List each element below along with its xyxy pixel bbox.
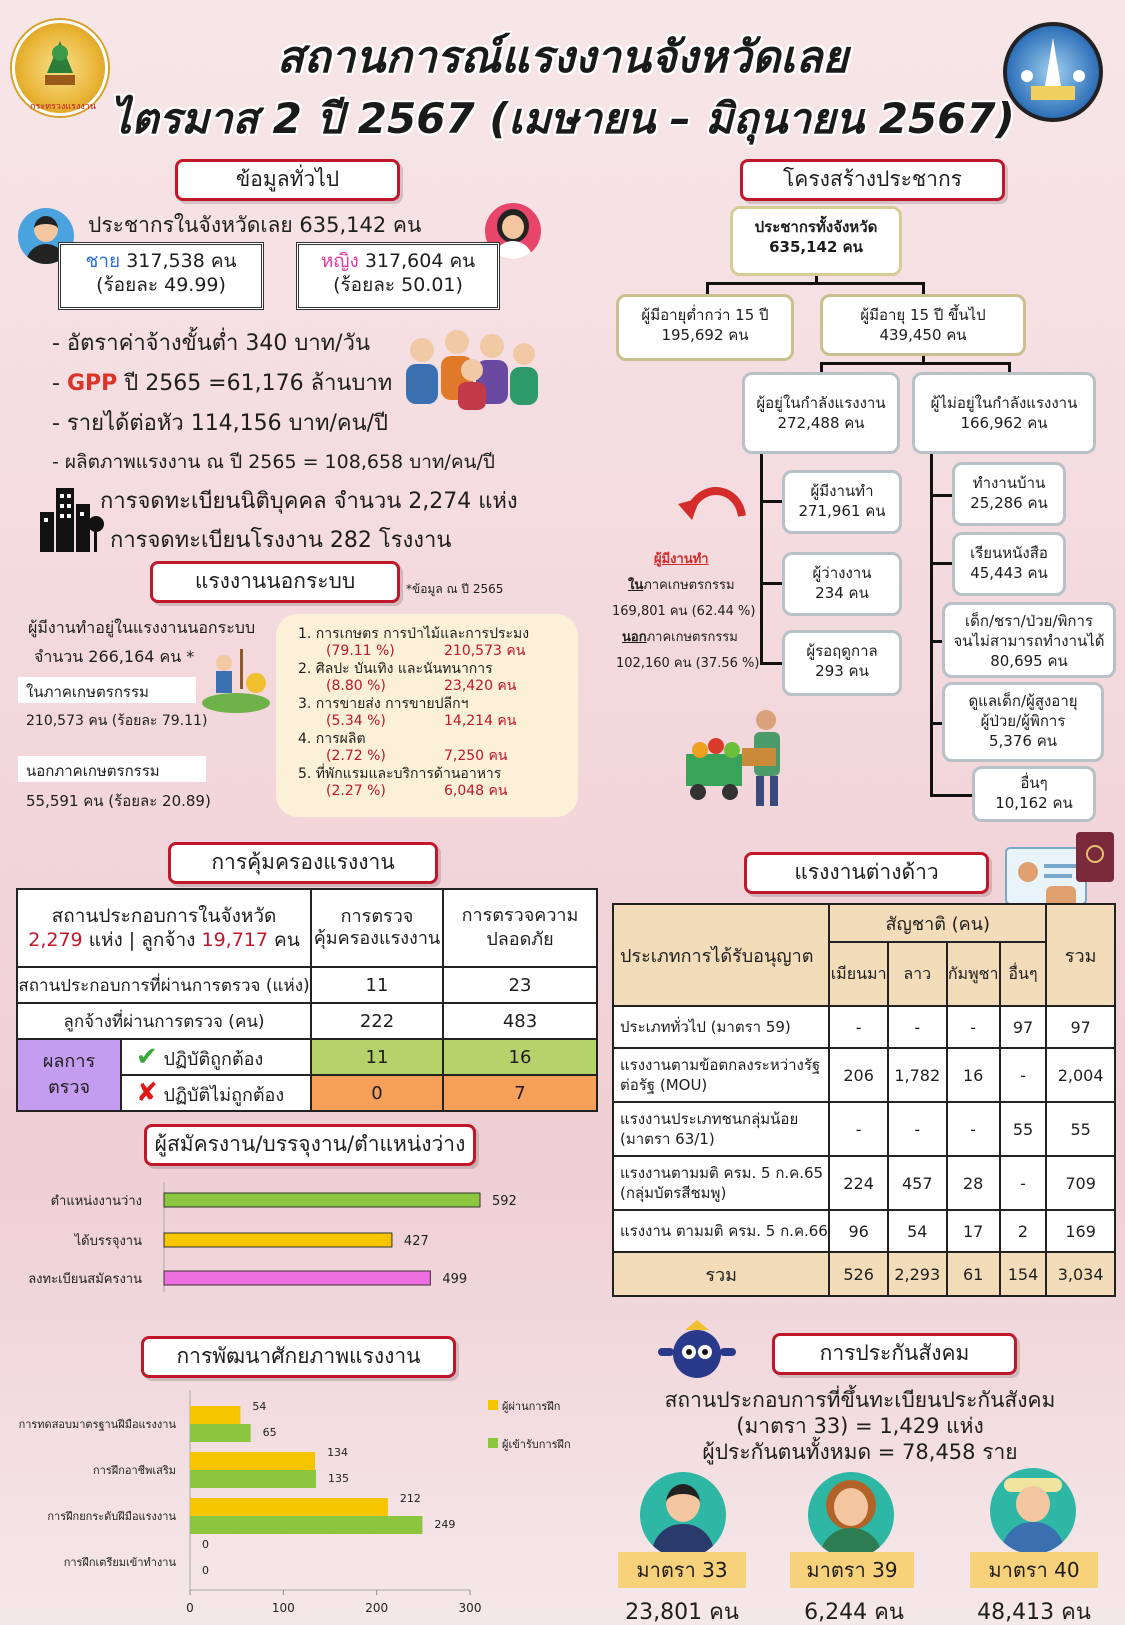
training-value-label: 0 [202, 1538, 209, 1551]
foreign-row-label: แรงงานตามมติ ครม. 5 ก.ค.65 (กลุ่มบัตรสีชมพู) [613, 1156, 829, 1210]
male-count: 317,538 คน [120, 250, 237, 272]
training-x-tick-label: 0 [186, 1601, 194, 1615]
jobs-bar-chart [0, 1170, 590, 1300]
training-bar [190, 1424, 251, 1442]
industry-value: 210,573 คน [444, 643, 526, 659]
industry-item [298, 661, 578, 695]
protection-header-t2: คน [267, 929, 300, 951]
industry-item [298, 696, 578, 730]
foreign-row [613, 1102, 1115, 1156]
foreign-total-cell: 154 [1000, 1252, 1046, 1296]
industry-value: 23,420 คน [444, 678, 517, 694]
industry-pct: (2.72 %) [326, 748, 386, 764]
noncompliant-label: ปฏิบัติไม่ถูกต้อง [163, 1084, 285, 1106]
foreign-row [613, 1156, 1115, 1210]
curved-arrow-icon [672, 482, 746, 532]
protection-heading: การคุ้มครองแรงงาน [168, 842, 438, 884]
industry-pct: (2.27 %) [326, 783, 386, 799]
row-employees-v2: 483 [443, 1003, 597, 1039]
foreign-cell: 28 [947, 1156, 1000, 1210]
training-category-label: การฝึกอาชีพเสริม [93, 1464, 176, 1477]
jobs-value-label: 499 [442, 1272, 468, 1287]
result-label: ผลการตรวจ [17, 1039, 121, 1111]
section33-label: มาตรา 33 [618, 1552, 746, 1588]
foreign-cell: 206 [829, 1048, 888, 1102]
inlf-value: 272,488 คน [777, 414, 865, 432]
vendor-illustration [680, 700, 800, 810]
foreign-cell: 2 [1000, 1210, 1046, 1252]
training-bar [190, 1470, 316, 1488]
general-info-heading: ข้อมูลทั่วไป [175, 159, 400, 201]
outlf-value: 166,962 คน [960, 414, 1048, 432]
informal-total-line1: ผู้มีงานทำอยู่ในแรงงานนอกระบบ [28, 618, 256, 637]
col-nationality: สัญชาติ (คน) [829, 904, 1046, 942]
female-count: 317,604 คน [358, 250, 476, 272]
informal-industry-list [298, 626, 578, 800]
seasonal-label: ผู้รอฤดูกาล [806, 642, 878, 660]
care-label1: ดูแลเด็ก/ผู้สูงอายุ [968, 692, 1078, 710]
female-pct: (ร้อยละ 50.01) [333, 274, 463, 296]
ministry-logo-text: กระทรวงแรงงาน [30, 102, 96, 112]
protection-header-l1: สถานประกอบการในจังหวัด [51, 905, 277, 927]
foreign-row-label: ประเภททั่วไป (มาตรา 59) [613, 1006, 829, 1048]
section39-avatar-icon [808, 1472, 894, 1558]
jobs-value-label: 592 [492, 1194, 517, 1209]
training-legend-swatch [488, 1438, 498, 1448]
male-pct: (ร้อยละ 49.99) [96, 274, 226, 296]
buildings-icon [36, 484, 106, 554]
foreign-cell: 97 [1000, 1006, 1046, 1048]
training-legend-label: ผู้ผ่านการฝึก [502, 1400, 561, 1413]
foreign-cell: - [888, 1102, 947, 1156]
side-employed-title: ผู้มีงานทำ [654, 552, 709, 567]
foreign-cell: - [829, 1006, 888, 1048]
node-over15 [820, 294, 1026, 356]
establishments-count: 2,279 [28, 929, 83, 951]
housework-value: 25,286 คน [970, 494, 1048, 512]
foreign-cell: - [947, 1006, 1000, 1048]
section39-label: มาตรา 39 [790, 1552, 914, 1588]
side-in-prefix: ใน [628, 578, 644, 593]
col-safety-inspection: การตรวจความปลอดภัย [443, 889, 597, 967]
care-value: 5,376 คน [989, 732, 1057, 750]
social-line2: (มาตรา 33) = 1,429 แห่ง [736, 1414, 984, 1438]
gpp-rest: ปี 2565 =61,176 ล้านบาท [117, 371, 393, 396]
productivity-text: - ผลิตภาพแรงงาน ณ ปี 2565 = 108,658 บาท/คน/ปี [52, 451, 495, 473]
side-in-suffix: ภาคเกษตรกรรม [643, 578, 735, 593]
root-label: ประชากรทั้งจังหวัด [754, 218, 878, 236]
mascot-icon [652, 1318, 742, 1388]
training-bar-chart [0, 1390, 590, 1620]
employees-count: 19,717 [201, 929, 268, 951]
training-value-label: 249 [434, 1518, 456, 1531]
col-total: รวม [1046, 904, 1115, 1006]
training-bar [190, 1498, 388, 1516]
foreign-total-cell: 2,293 [888, 1252, 947, 1296]
industry-pct: (79.11 %) [326, 643, 395, 659]
section40-avatar-icon [990, 1468, 1076, 1554]
informal-note: *ข้อมูล ณ ปี 2565 [406, 582, 504, 596]
node-unable [942, 602, 1116, 678]
informal-agri-label: ในภาคเกษตรกรรม [18, 677, 196, 703]
study-value: 45,443 คน [970, 564, 1048, 582]
connector [760, 662, 784, 665]
industry-stats [298, 678, 578, 695]
employed-value: 271,961 คน [798, 502, 886, 520]
connector [706, 282, 924, 285]
noncompliant-cell [121, 1075, 311, 1111]
social-line1: สถานประกอบการที่ขึ้นทะเบียนประกันสังคม [664, 1388, 1056, 1412]
node-other [972, 766, 1096, 822]
check-icon: ✔ [136, 1041, 158, 1072]
foreign-cell: 96 [829, 1210, 888, 1252]
compliant-cell [121, 1039, 311, 1075]
foreign-cell: 97 [1046, 1006, 1115, 1048]
side-out-suffix: ภาคเกษตรกรรม [646, 630, 738, 645]
industry-label: 2. ศิลปะ บันเทิง และนันทนาการ [298, 661, 493, 677]
foreign-cell: 16 [947, 1048, 1000, 1102]
structure-heading: โครงสร้างประชากร [740, 159, 1005, 201]
industry-label: 4. การผลิต [298, 731, 366, 747]
other-label: อื่นๆ [1020, 774, 1048, 792]
informal-industry-panel [276, 614, 578, 817]
foreign-row-label: แรงงาน ตามมติ ครม. 5 ก.ค.66 [613, 1210, 829, 1252]
foreign-cell: - [829, 1102, 888, 1156]
section33-avatar-icon [640, 1472, 726, 1558]
col-nat-3: อื่นๆ [1000, 942, 1046, 1006]
foreign-cell: 169 [1046, 1210, 1115, 1252]
foreign-cell: 457 [888, 1156, 947, 1210]
industry-label: 1. การเกษตร การป่าไม้และการประมง [298, 626, 530, 642]
foreign-total-cell: 3,034 [1046, 1252, 1115, 1296]
industry-stats [298, 748, 578, 765]
gpp-prefix: - [52, 371, 67, 396]
over15-value: 439,450 คน [879, 326, 967, 344]
under15-value: 195,692 คน [661, 326, 749, 344]
col-nat-2: กัมพูชา [947, 942, 1000, 1006]
col-nat-0: เมียนมา [829, 942, 888, 1006]
gpp-text [52, 365, 392, 400]
gpp-word: GPP [66, 371, 118, 396]
connector [760, 454, 763, 664]
male-box [58, 242, 264, 310]
industry-label: 3. การขายส่ง การขายปลีกฯ [298, 696, 469, 712]
social-heading: การประกันสังคม [772, 1333, 1017, 1375]
side-out-agri-value: 102,160 คน (37.56 %) [616, 656, 760, 671]
side-out-agri [622, 626, 738, 647]
connector [930, 454, 933, 796]
node-root [730, 206, 902, 276]
training-legend-swatch [488, 1400, 498, 1410]
jobs-category-label: ลงทะเบียนสมัครงาน [28, 1272, 142, 1287]
foreign-table [612, 903, 1116, 1297]
foreign-cell: 224 [829, 1156, 888, 1210]
side-in-agri-value: 169,801 คน (62.44 %) [612, 604, 756, 619]
factory-text: การจดทะเบียนโรงงาน 282 โรงงาน [110, 528, 452, 553]
foreign-cell: 54 [888, 1210, 947, 1252]
female-box [296, 242, 500, 310]
training-category-label: การฝึกยกระดับฝีมือแรงงาน [47, 1510, 176, 1523]
industry-stats [298, 643, 578, 660]
training-value-label: 134 [327, 1446, 349, 1459]
male-word: ชาย [85, 250, 121, 272]
female-word: หญิง [320, 250, 359, 272]
root-value: 635,142 คน [769, 238, 863, 256]
node-employed [782, 470, 902, 534]
training-category-label: การฝึกเตรียมเข้าทำงาน [63, 1556, 176, 1569]
training-value-label: 65 [262, 1426, 277, 1439]
training-x-tick-label: 200 [365, 1601, 389, 1615]
jobs-heading: ผู้สมัครงาน/บรรจุงาน/ตำแหน่งว่าง [144, 1124, 476, 1166]
income-text: - รายได้ต่อหัว 114,156 บาท/คน/ปี [52, 411, 389, 436]
foreign-cell: 55 [1046, 1102, 1115, 1156]
under15-label: ผู้มีอายุต่ำกว่า 15 ปี [641, 306, 769, 324]
foreign-total-cell: 61 [947, 1252, 1000, 1296]
compliant-label: ปฏิบัติถูกต้อง [163, 1048, 264, 1070]
section40-value: 48,413 คน [977, 1600, 1091, 1625]
industry-item [298, 766, 578, 800]
node-housework [952, 462, 1066, 526]
noncompliant-v2: 7 [443, 1075, 597, 1111]
industry-label: 5. ที่พักแรมและบริการด้านอาหาร [298, 766, 502, 782]
jobs-category-label: ตำแหน่งงานว่าง [50, 1194, 142, 1209]
industry-stats [298, 783, 578, 800]
training-bar [190, 1406, 240, 1424]
population-text: ประชากรในจังหวัดเลย 635,142 คน [88, 213, 422, 237]
connector [930, 562, 954, 565]
page-title-line1: สถานการณ์แรงงานจังหวัดเลย [276, 32, 849, 83]
industry-pct: (8.80 %) [326, 678, 386, 694]
seasonal-value: 293 คน [815, 662, 869, 680]
over15-label: ผู้มีอายุ 15 ปี ขึ้นไป [860, 306, 986, 324]
industry-pct: (5.34 %) [326, 713, 386, 729]
foreign-total-label: รวม [613, 1252, 829, 1296]
industry-value: 6,048 คน [444, 783, 508, 799]
training-legend-label: ผู้เข้ารับการฝึก [502, 1438, 571, 1451]
training-category-label: การทดสอบมาตรฐานฝีมือแรงงาน [18, 1418, 176, 1431]
training-bar [190, 1516, 422, 1534]
noncompliant-v1: 0 [311, 1075, 443, 1111]
page-title-line2: ไตรมาส 2 ปี 2567 (เมษายน – มิถุนายน 2567) [110, 94, 1015, 143]
training-value-label: 212 [399, 1492, 421, 1505]
unemployed-label: ผู้ว่างงาน [812, 564, 872, 582]
foreign-row-label: แรงงานตามข้อตกลงระหว่างรัฐต่อรัฐ (MOU) [613, 1048, 829, 1102]
compliant-v1: 11 [311, 1039, 443, 1075]
foreign-cell: 2,004 [1046, 1048, 1115, 1102]
informal-agri-value: 210,573 คน (ร้อยละ 79.11) [26, 713, 208, 729]
outlf-label: ผู้ไม่อยู่ในกำลังแรงงาน [930, 394, 1078, 412]
jobs-bar [164, 1271, 430, 1285]
node-seasonal [782, 630, 902, 696]
foreign-cell: - [888, 1006, 947, 1048]
foreign-cell: - [1000, 1048, 1046, 1102]
training-x-tick-label: 100 [271, 1601, 295, 1615]
industry-value: 7,250 คน [444, 748, 508, 764]
informal-nonagri-label: นอกภาคเกษตรกรรม [18, 756, 206, 782]
side-out-prefix: นอก [622, 630, 647, 645]
connector [760, 500, 784, 503]
connector [820, 362, 1010, 365]
training-bar [190, 1452, 315, 1470]
node-study [952, 532, 1066, 596]
foreign-row [613, 1006, 1115, 1048]
col-labor-inspection: การตรวจคุ้มครองแรงงาน [311, 889, 443, 967]
foreign-cell: 55 [1000, 1102, 1046, 1156]
node-under15 [616, 294, 794, 361]
study-label: เรียนหนังสือ [970, 544, 1048, 562]
foreign-cell: 17 [947, 1210, 1000, 1252]
jobs-bar [164, 1193, 480, 1207]
connector [930, 494, 954, 497]
care-label2: ผู้ป่วย/ผู้พิการ [980, 712, 1066, 730]
industry-item [298, 731, 578, 765]
row-employees-v1: 222 [311, 1003, 443, 1039]
unable-label1: เด็ก/ชรา/ป่วย/พิการ [965, 612, 1093, 630]
unable-value: 80,695 คน [990, 652, 1068, 670]
foreign-cell: 709 [1046, 1156, 1115, 1210]
industry-item [298, 626, 578, 660]
jobs-value-label: 427 [403, 1234, 429, 1249]
row-establishments-v2: 23 [443, 967, 597, 1003]
connector [760, 582, 784, 585]
section40-label: มาตรา 40 [970, 1552, 1098, 1588]
protection-header-cell [17, 889, 311, 967]
informal-nonagri-value: 55,591 คน (ร้อยละ 20.89) [26, 792, 211, 810]
node-unemployed [782, 552, 902, 616]
training-x-tick-label: 300 [458, 1601, 482, 1615]
connector [930, 794, 974, 797]
industry-value: 14,214 คน [444, 713, 517, 729]
foreign-row [613, 1210, 1115, 1252]
row-establishments-label: สถานประกอบการที่ผ่านการตรวจ (แห่ง) [17, 967, 311, 1003]
training-value-label: 0 [202, 1564, 209, 1577]
training-heading: การพัฒนาศักยภาพแรงงาน [141, 1336, 456, 1378]
informal-total-line2: จำนวน 266,164 คน * [34, 647, 195, 666]
foreign-total-row [613, 1252, 1115, 1296]
other-value: 10,162 คน [995, 794, 1073, 812]
foreign-cell: - [1000, 1156, 1046, 1210]
col-permit-type: ประเภทการได้รับอนุญาต [613, 904, 829, 1006]
training-value-label: 54 [252, 1400, 267, 1413]
side-in-agri [628, 574, 735, 595]
jobs-bar [164, 1233, 392, 1247]
juristic-text: การจดทะเบียนนิติบุคคล จำนวน 2,274 แห่ง [100, 489, 518, 514]
row-establishments-v1: 11 [311, 967, 443, 1003]
housework-label: ทำงานบ้าน [972, 474, 1046, 492]
section39-value: 6,244 คน [804, 1600, 904, 1625]
foreign-cell: 1,782 [888, 1048, 947, 1102]
node-in-labor-force [742, 372, 900, 454]
foreign-row-label: แรงงานประเภทชนกลุ่มน้อย (มาตรา 63/1) [613, 1102, 829, 1156]
compliant-v2: 16 [443, 1039, 597, 1075]
training-value-label: 135 [328, 1472, 349, 1485]
node-out-labor-force [912, 372, 1096, 454]
protection-table [16, 888, 598, 1112]
social-line3: ผู้ประกันตนทั้งหมด = 78,458 ราย [702, 1440, 1018, 1464]
min-wage-text: - อัตราค่าจ้างขั้นต่ำ 340 บาท/วัน [52, 331, 370, 356]
col-nat-1: ลาว [888, 942, 947, 1006]
employed-label: ผู้มีงานทำ [810, 482, 874, 500]
foreign-row [613, 1048, 1115, 1102]
foreign-heading: แรงงานต่างด้าว [744, 852, 989, 894]
cross-icon: ✘ [136, 1077, 158, 1108]
section33-value: 23,801 คน [625, 1600, 739, 1625]
row-employees-label: ลูกจ้างที่ผ่านการตรวจ (คน) [17, 1003, 311, 1039]
unemployed-value: 234 คน [815, 584, 869, 602]
unable-label2: จนไม่สามารถทำงานได้ [953, 632, 1105, 650]
people-group-icon [392, 320, 542, 410]
industry-stats [298, 713, 578, 730]
informal-heading: แรงงานนอกระบบ [150, 561, 400, 603]
foreign-cell: - [947, 1102, 1000, 1156]
farmer-icon [200, 645, 272, 713]
jobs-category-label: ได้บรรจุงาน [74, 1234, 142, 1249]
foreign-total-cell: 526 [829, 1252, 888, 1296]
node-caregiving [942, 682, 1104, 762]
protection-header-t1: แห่ง | ลูกจ้าง [82, 929, 202, 951]
inlf-label: ผู้อยู่ในกำลังแรงงาน [756, 394, 886, 412]
